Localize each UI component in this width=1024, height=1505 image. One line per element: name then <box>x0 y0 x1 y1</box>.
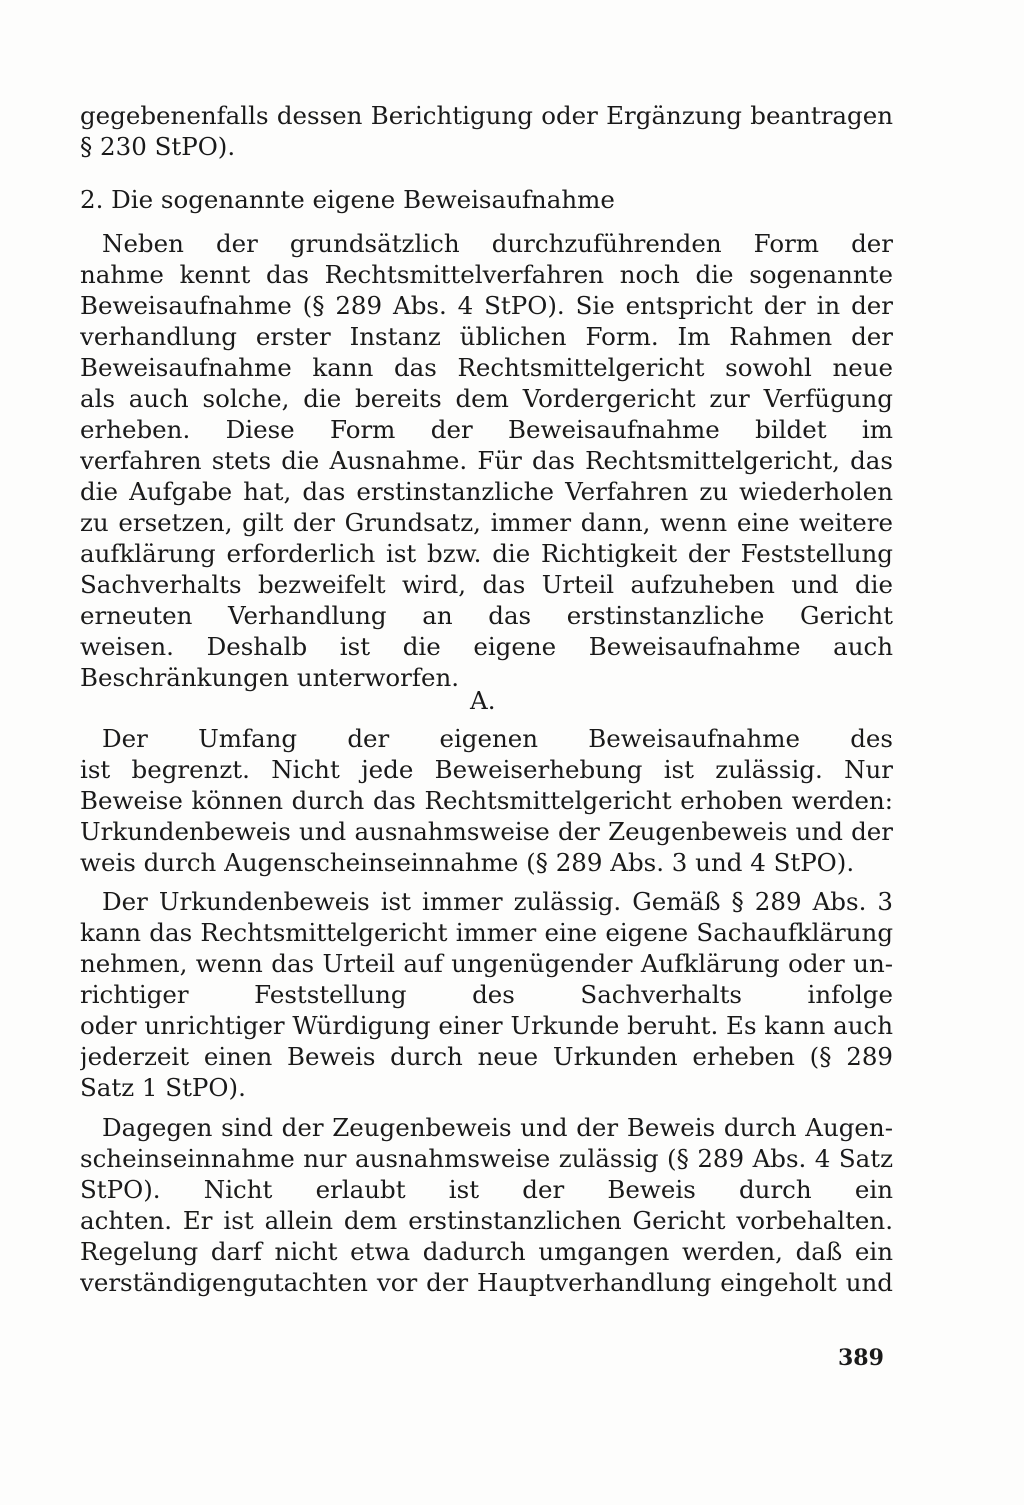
text-line: scheinseinnahme nur ausnahmsweise zulässig (§ 289 Abs. 4 Satz <box>80 1144 893 1173</box>
text-line: nahme kennt das Rechtsmittelverfahren noch die sogenannte <box>80 260 893 289</box>
text-line: Urkundenbeweis und ausnahmsweise der Zeugenbeweis und der <box>80 817 893 846</box>
text-line: verständigengutachten vor der Hauptverhandlung eingeholt und <box>80 1268 893 1297</box>
text-line: Neben der grundsätzlich durchzuführenden Form der <box>102 229 893 258</box>
text-line: Sachverhalts bezweifelt wird, das Urteil aufzuheben und die <box>80 570 893 599</box>
text-line: Regelung darf nicht etwa dadurch umgangen werden, daß ein <box>80 1237 893 1266</box>
text-line: weis durch Augenscheinseinnahme (§ 289 Abs. 3 und 4 StPO). <box>80 848 855 877</box>
text-line: erneuten Verhandlung an das erstinstanzliche Gericht <box>80 601 893 630</box>
paragraph-1 <box>80 228 893 693</box>
paragraph-2 <box>80 723 893 878</box>
text-line: Der Urkundenbeweis ist immer zulässig. Gemäß § 289 Abs. 3 <box>102 887 893 916</box>
text-line: richtiger Feststellung des Sachverhalts infolge <box>80 980 893 1009</box>
text-line: § 230 StPO). <box>80 132 236 161</box>
text-line: verfahren stets die Ausnahme. Für das Rechtsmittelgericht, das <box>80 446 893 475</box>
text-line: verhandlung erster Instanz üblichen Form. Im Rahmen der <box>80 322 893 351</box>
text-line: ist begrenzt. Nicht jede Beweiserhebung ist zulässig. Nur <box>80 755 893 784</box>
text-line: nehmen, wenn das Urteil auf ungenügender Aufklärung oder un- <box>80 949 893 978</box>
heading-text: 2. Die sogenannte eigene Beweisaufnahme <box>80 185 615 214</box>
text-line: die Aufgabe hat, das erstinstanzliche Verfahren zu wiederholen <box>80 477 893 506</box>
text-line: Beweisaufnahme (§ 289 Abs. 4 StPO). Sie entspricht der in der <box>80 291 893 320</box>
text-line: kann das Rechtsmittelgericht immer eine eigene Sachaufklärung <box>80 918 893 947</box>
text-line: Beschränkungen unterworfen. <box>80 663 460 692</box>
text-line: erheben. Diese Form der Beweisaufnahme bildet im <box>80 415 893 444</box>
text-line: als auch solche, die bereits dem Vordergericht zur Verfügung <box>80 384 893 413</box>
section-mark: A. <box>470 686 496 715</box>
paragraph-3 <box>80 886 893 1103</box>
text-line: oder unrichtiger Würdigung einer Urkunde beruht. Es kann auch <box>80 1011 893 1040</box>
text-line: Satz 1 StPO). <box>80 1073 246 1102</box>
continuation-paragraph <box>80 100 893 162</box>
paragraph-4 <box>80 1112 893 1298</box>
text-line: aufklärung erforderlich ist bzw. die Richtigkeit der Feststellung <box>80 539 893 568</box>
text-line: Beweise können durch das Rechtsmittelgericht erhoben werden: <box>80 786 893 815</box>
text-line: weisen. Deshalb ist die eigene Beweisaufnahme auch <box>80 632 893 661</box>
page-number: 389 <box>838 1345 884 1371</box>
text-line: StPO). Nicht erlaubt ist der Beweis durch ein <box>80 1175 893 1204</box>
text-line: achten. Er ist allein dem erstinstanzlichen Gericht vorbehalten. <box>80 1206 893 1235</box>
text-line: Der Umfang der eigenen Beweisaufnahme des <box>102 724 893 753</box>
text-line: gegebenenfalls dessen Berichtigung oder Ergänzung beantragen <box>80 101 893 130</box>
text-line: Beweisaufnahme kann das Rechtsmittelgericht sowohl neue <box>80 353 893 382</box>
text-line: Dagegen sind der Zeugenbeweis und der Beweis durch Augen- <box>102 1113 893 1142</box>
section-heading <box>80 184 893 215</box>
text-line: jederzeit einen Beweis durch neue Urkunden erheben (§ 289 <box>80 1042 893 1071</box>
text-line: zu ersetzen, gilt der Grundsatz, immer dann, wenn eine weitere <box>80 508 893 537</box>
